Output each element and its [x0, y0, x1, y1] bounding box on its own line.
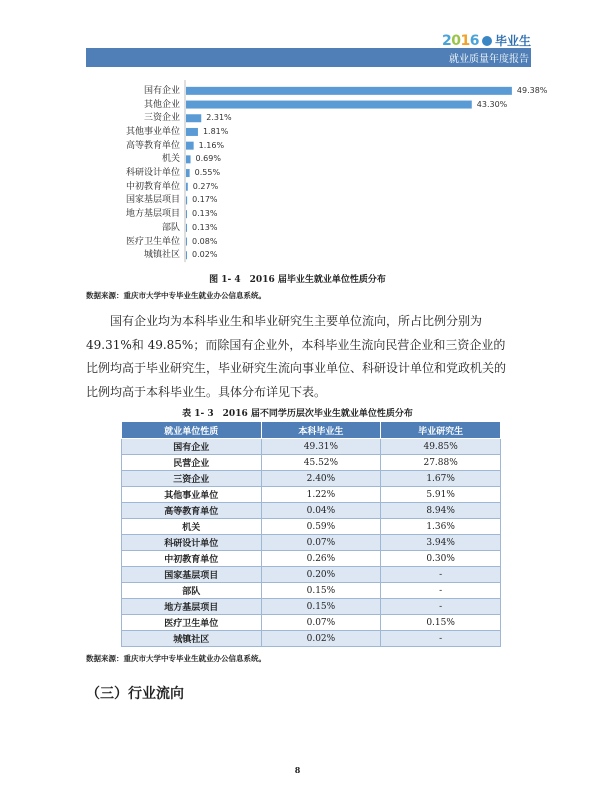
table-cell: 1.22%	[261, 487, 381, 503]
table-cell: 2.40%	[261, 471, 381, 487]
chart-value-label: 0.69%	[195, 154, 221, 164]
table-cell: 45.52%	[261, 455, 381, 471]
chart-value-label: 2.31%	[206, 113, 232, 123]
chart-value-label: 0.13%	[192, 209, 218, 219]
chart-bar	[186, 128, 198, 136]
chart-bar	[186, 114, 201, 122]
table-cell: 高等教育单位	[122, 503, 262, 519]
chart-value-label: 0.55%	[194, 168, 221, 178]
table-cell: 科研设计单位	[122, 535, 262, 551]
chart-value-label: 0.13%	[192, 222, 218, 232]
table-cell: 0.02%	[261, 631, 381, 647]
chart-value-label: 0.02%	[192, 250, 218, 260]
table-cell: 1.36%	[381, 519, 501, 535]
chart-value-label: 43.30%	[476, 99, 508, 109]
table-cell: 0.07%	[261, 615, 381, 631]
chart-category-label: 三资企业	[143, 113, 180, 124]
table-cell: 部队	[122, 583, 262, 599]
chart-category-label: 其他事业单位	[125, 126, 180, 137]
table-cell: 0.26%	[261, 551, 381, 567]
table-row	[122, 535, 501, 551]
page-number: 8	[294, 765, 301, 775]
table-cell: 1.67%	[381, 471, 501, 487]
table-cell: -	[381, 631, 501, 647]
table-row	[122, 567, 501, 583]
table-caption: 表 1- 3 2016 届不同学历层次毕业生就业单位性质分布	[182, 409, 413, 419]
table-cell: -	[381, 583, 501, 599]
table-row	[122, 503, 501, 519]
table-row	[122, 631, 501, 647]
table-row	[122, 599, 501, 615]
chart-bar	[186, 224, 187, 232]
table-cell: 0.59%	[261, 519, 381, 535]
chart-bar	[186, 196, 187, 204]
chart-value-label: 0.08%	[192, 236, 218, 246]
table-header-row	[122, 422, 501, 439]
chart-value-label: 49.38%	[516, 85, 548, 95]
paragraph-text: 国有企业均为本科毕业生和毕业研究生主要单位流向，所占比例分别为 49.31%和 49.85%；而除国有企业外，本科毕业生流向民营企业和三资企业的比例均高于毕业研究生，毕业研究生流向事业单位、科研设计单位和党政机关的比例均高于本科毕业生。具体分布详见下表。	[86, 314, 507, 399]
table-row	[122, 583, 501, 599]
table-cell: 5.91%	[381, 487, 501, 503]
table-cell: 民营企业	[122, 455, 262, 471]
year-digit: 2	[441, 32, 452, 49]
chart-bar	[186, 210, 187, 218]
table-cell: 地方基层项目	[122, 599, 262, 615]
chart-category-label: 机关	[161, 154, 180, 165]
table-cell: -	[381, 599, 501, 615]
table-cell: 机关	[122, 519, 262, 535]
table-cell: 49.85%	[381, 439, 501, 455]
chart-bar	[186, 155, 191, 163]
chart-category-label: 医疗卫生单位	[125, 236, 180, 247]
logo-circle-icon	[482, 36, 492, 46]
chart-category-label: 地方基层项目	[125, 209, 180, 220]
header-brand: 毕业生	[494, 34, 531, 48]
table-cell: -	[381, 567, 501, 583]
chart-category-label: 国有企业	[143, 85, 180, 96]
chart-value-label: 0.27%	[192, 181, 219, 191]
table-row	[122, 471, 501, 487]
table-cell: 医疗卫生单位	[122, 615, 262, 631]
table-row	[122, 455, 501, 471]
chart-category-label: 城镇社区	[143, 250, 180, 261]
table-cell: 国家基层项目	[122, 567, 262, 583]
table-cell: 0.20%	[261, 567, 381, 583]
table-cell: 49.31%	[261, 439, 381, 455]
chart-value-label: 1.81%	[202, 126, 229, 136]
table-row	[122, 487, 501, 503]
chart-category-label: 国家基层项目	[125, 195, 180, 206]
chart-bar	[186, 142, 194, 150]
body-paragraph	[86, 310, 516, 404]
section-title: （三）行业流向	[86, 686, 184, 702]
chart-value-label: 1.16%	[198, 140, 225, 150]
header-logo	[442, 32, 531, 49]
table-cell: 0.07%	[261, 535, 381, 551]
table-row	[122, 519, 501, 535]
table-cell: 0.15%	[261, 599, 381, 615]
table-cell: 0.15%	[261, 583, 381, 599]
chart-bar	[186, 238, 187, 246]
year-digit: 1	[460, 32, 470, 49]
table-row	[122, 615, 501, 631]
header-year	[442, 33, 479, 49]
chart-category-label: 部队	[161, 222, 180, 233]
unit-nature-bar-chart	[60, 80, 548, 265]
table-row	[122, 551, 501, 567]
table-cell: 其他事业单位	[122, 487, 262, 503]
chart-category-label: 中初教育单位	[125, 181, 180, 192]
table-cell: 27.88%	[381, 455, 501, 471]
chart-bar	[186, 183, 188, 191]
table-header-cell: 毕业研究生	[381, 422, 501, 439]
unit-nature-table	[121, 421, 501, 647]
table-cell: 8.94%	[381, 503, 501, 519]
figure-caption: 图 1- 4 2016 届毕业生就业单位性质分布	[209, 275, 386, 285]
data-source-note: 数据来源：重庆市大学中专毕业生就业办公信息系统。	[86, 291, 266, 300]
table-cell: 中初教育单位	[122, 551, 262, 567]
chart-bar	[186, 87, 512, 95]
chart-bar	[186, 251, 187, 259]
table-header-cell: 本科毕业生	[261, 422, 381, 439]
year-digit: 6	[469, 32, 479, 49]
table-header-cell: 就业单位性质	[122, 422, 262, 439]
table-cell: 三资企业	[122, 471, 262, 487]
table-cell: 0.30%	[381, 551, 501, 567]
table-cell: 城镇社区	[122, 631, 262, 647]
table-cell: 3.94%	[381, 535, 501, 551]
table-row	[122, 439, 501, 455]
table-cell: 0.04%	[261, 503, 381, 519]
chart-bar	[186, 101, 472, 109]
chart-value-label: 0.17%	[192, 195, 218, 205]
chart-category-label: 科研设计单位	[125, 168, 180, 179]
header-subtitle: 就业质量年度报告	[449, 54, 529, 65]
data-source-note: 数据来源：重庆市大学中专毕业生就业办公信息系统。	[86, 654, 266, 663]
table-cell: 国有企业	[122, 439, 262, 455]
chart-category-label: 高等教育单位	[125, 140, 180, 151]
chart-category-label: 其他企业	[143, 99, 180, 110]
table-cell: 0.15%	[381, 615, 501, 631]
chart-bar	[186, 169, 190, 177]
year-digit: 0	[451, 32, 461, 49]
